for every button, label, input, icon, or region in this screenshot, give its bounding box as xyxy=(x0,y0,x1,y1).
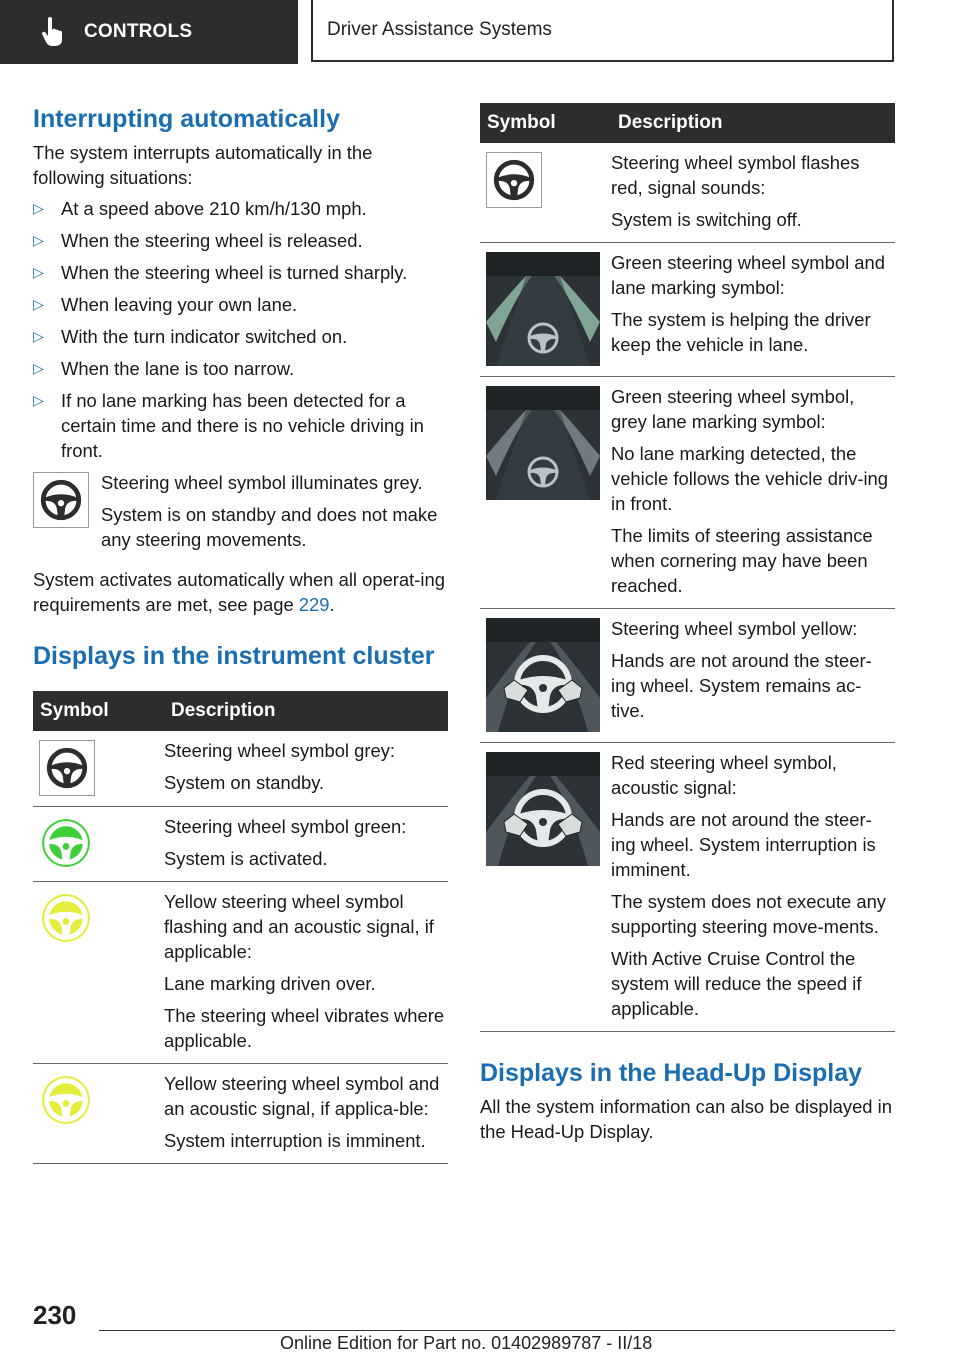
lane-steering-green-display xyxy=(486,252,600,366)
description-line: The limits of steering assistance when cornering may have been reached. xyxy=(611,525,873,596)
edition-note: Online Edition for Part no. 01402989787 - II/18 xyxy=(280,1333,653,1353)
table-row xyxy=(480,377,895,609)
warning-symbol-table xyxy=(480,103,895,1032)
heading-head-up-display: Displays in the Head-Up Display xyxy=(480,1059,863,1087)
chapter-title: Driver Assistance Systems xyxy=(327,19,552,40)
description-line: Hands are not around the steer-ing wheel. System interruption is imminent. xyxy=(611,809,876,880)
hands-off-yellow-display xyxy=(486,618,600,732)
description-line: System is activated. xyxy=(164,848,328,869)
description-line: The system does not execute any supporting steering move-ments. xyxy=(611,891,886,937)
bullet-text: At a speed above 210 km/h/130 mph. xyxy=(61,198,367,219)
bullet-text: When the steering wheel is released. xyxy=(61,230,363,251)
heading-instrument-cluster: Displays in the instrument cluster xyxy=(33,642,435,670)
description-line: Steering wheel symbol yellow: xyxy=(611,618,858,639)
triangle-bullet-icon: ▷ xyxy=(33,392,44,408)
heading-interrupting: Interrupting automatically xyxy=(33,105,340,133)
col-description: Description xyxy=(611,103,895,143)
page-number: 230 xyxy=(33,1300,77,1330)
description-line: Red steering wheel symbol, acoustic signal: xyxy=(611,752,837,798)
footer-divider xyxy=(99,1330,895,1331)
steering-wheel-grey-icon xyxy=(33,472,89,528)
description-line: Steering wheel symbol green: xyxy=(164,816,407,837)
description-line: System is switching off. xyxy=(611,209,802,230)
bullet-item xyxy=(33,388,448,463)
triangle-bullet-icon: ▷ xyxy=(33,360,44,376)
steering-wheel-grey-icon xyxy=(39,740,95,796)
steering-wheel-green-icon xyxy=(39,816,93,870)
table-row xyxy=(33,1064,448,1164)
table-row xyxy=(33,807,448,882)
lane-steering-grey-lanes-display xyxy=(486,386,600,500)
activates-text xyxy=(33,567,448,617)
section-label: CONTROLS xyxy=(84,21,193,42)
triangle-bullet-icon: ▷ xyxy=(33,232,44,248)
steering-wheel-yellow-icon xyxy=(39,891,93,945)
steering-wheel-yellow-icon xyxy=(39,1073,93,1127)
table-row xyxy=(480,143,895,243)
standby-symbol-note xyxy=(33,470,448,559)
activates-text-main: System activates automatically when all operat-ing requirements are met, see page xyxy=(33,569,445,615)
description-line: No lane marking detected, the vehicle follows the vehicle driv-ing in front. xyxy=(611,443,889,514)
description-line: System interruption is imminent. xyxy=(164,1130,426,1151)
instrument-cluster-table xyxy=(33,691,448,1164)
description-line: Green steering wheel symbol, grey lane marking symbol: xyxy=(611,386,855,432)
description-line: Lane marking driven over. xyxy=(164,973,376,994)
page-link-229[interactable]: 229 xyxy=(298,594,330,615)
section-tab xyxy=(0,0,298,64)
interrupt-bullets xyxy=(33,196,448,463)
standby-line-2: System is on standby and does not make any steering movements. xyxy=(101,504,438,550)
bullet-text: If no lane marking has been detected for a certain time and there is no vehicle driving in front. xyxy=(61,390,424,461)
col-description: Description xyxy=(164,691,448,731)
triangle-bullet-icon: ▷ xyxy=(33,200,44,216)
table-row xyxy=(480,609,895,743)
description-line: With Active Cruise Control the system will reduce the speed if applicable. xyxy=(611,948,862,1019)
bullet-item xyxy=(33,196,448,221)
table-row xyxy=(480,243,895,377)
standby-line-1: Steering wheel symbol illuminates grey. xyxy=(101,472,423,493)
description-line: The steering wheel vibrates where applicable. xyxy=(164,1005,445,1051)
triangle-bullet-icon: ▷ xyxy=(33,264,44,280)
description-line: Green steering wheel symbol and lane marking symbol: xyxy=(611,252,885,298)
description-line: The system is helping the driver keep the vehicle in lane. xyxy=(611,309,871,355)
col-symbol: Symbol xyxy=(480,103,611,143)
bullet-text: With the turn indicator switched on. xyxy=(61,326,348,347)
left-column xyxy=(33,100,448,1164)
col-symbol: Symbol xyxy=(33,691,164,731)
right-column xyxy=(480,103,895,1144)
bullet-text: When the steering wheel is turned sharply. xyxy=(61,262,408,283)
description-line: Steering wheel symbol flashes red, signal sounds: xyxy=(611,152,860,198)
bullet-item xyxy=(33,260,448,285)
bullet-item xyxy=(33,356,448,381)
triangle-bullet-icon: ▷ xyxy=(33,328,44,344)
activates-text-end: . xyxy=(329,594,335,615)
table-row xyxy=(480,743,895,1032)
steering-wheel-red-icon xyxy=(486,152,542,208)
description-line: System on standby. xyxy=(164,772,325,793)
hud-text: All the system information can also be displayed in the Head-Up Display. xyxy=(480,1096,892,1142)
bullet-text: When leaving your own lane. xyxy=(61,294,298,315)
description-line: Yellow steering wheel symbol flashing and an acoustic signal, if applicable: xyxy=(164,891,434,962)
description-line: Hands are not around the steer-ing wheel. System remains ac-tive. xyxy=(611,650,872,721)
pointing-hand-icon xyxy=(40,17,64,47)
triangle-bullet-icon: ▷ xyxy=(33,296,44,312)
description-line: Yellow steering wheel symbol and an acoustic signal, if applica-ble: xyxy=(164,1073,440,1119)
chapter-header xyxy=(311,0,894,62)
bullet-text: When the lane is too narrow. xyxy=(61,358,295,379)
table-row xyxy=(33,882,448,1064)
bullet-item xyxy=(33,228,448,253)
intro-text: The system interrupts automatically in the following situations: xyxy=(33,142,373,188)
bullet-item xyxy=(33,324,448,349)
description-line: Steering wheel symbol grey: xyxy=(164,740,396,761)
hands-off-red-display xyxy=(486,752,600,866)
bullet-item xyxy=(33,292,448,317)
table-row xyxy=(33,731,448,807)
